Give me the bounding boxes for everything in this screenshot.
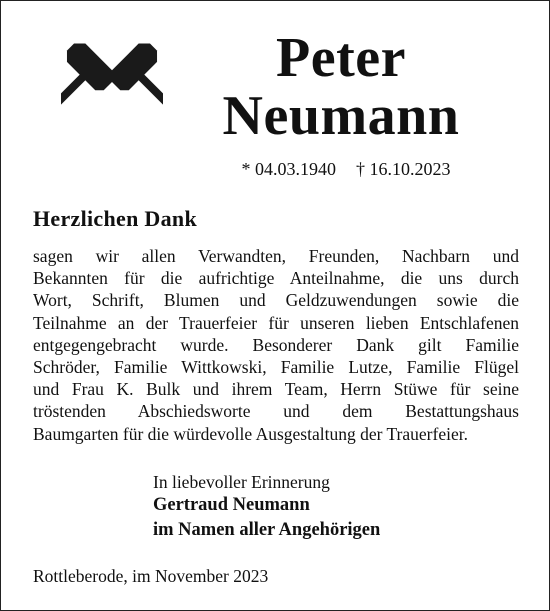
text-line: Wort, Schrift, Blumen und Geldzuwendungen sowie die (33, 290, 519, 311)
text-line: Baumgarten für die würdevolle Ausgestaltung der Trauerfeier. (33, 423, 468, 444)
signature-name: Gertraud Neumann (153, 495, 310, 515)
signature-on-behalf: im Namen aller Angehörigen (153, 520, 381, 540)
text-line: tröstenden Abschiedsworte und dem Bestattungshaus (33, 401, 519, 422)
text-line: Teilnahme an der Trauerfeier für unseren lieben Entschlafenen (33, 312, 519, 333)
text-line: sagen wir allen Verwandten, Freunden, Nachbarn und (33, 246, 519, 266)
signature-intro: In liebevoller Erinnerung (153, 472, 330, 492)
birth-date: * 04.03.1940 (241, 159, 336, 179)
thanks-text (33, 245, 519, 445)
thanks-heading: Herzlichen Dank (33, 206, 197, 231)
death-date: † 16.10.2023 (356, 159, 451, 179)
life-dates (221, 159, 471, 180)
crossed-hammers-icon (61, 43, 163, 151)
signature-block (153, 471, 513, 543)
text-line: Bekannten für die aufrichtige Anteilnahme, die uns durch (33, 268, 519, 289)
last-name: Neumann (222, 85, 460, 147)
text-line: entgegengebracht wurde. Besonderer Dank gilt Familie (33, 334, 519, 355)
deceased-name (191, 29, 491, 145)
text-line: Schröder, Familie Wittkowski, Familie Lutze, Familie Flügel (33, 357, 519, 378)
text-line: und Frau K. Bulk und ihrem Team, Herrn Stüwe für seine (33, 379, 519, 400)
first-name: Peter (276, 27, 406, 89)
place-date: Rottleberode, im November 2023 (33, 566, 269, 586)
